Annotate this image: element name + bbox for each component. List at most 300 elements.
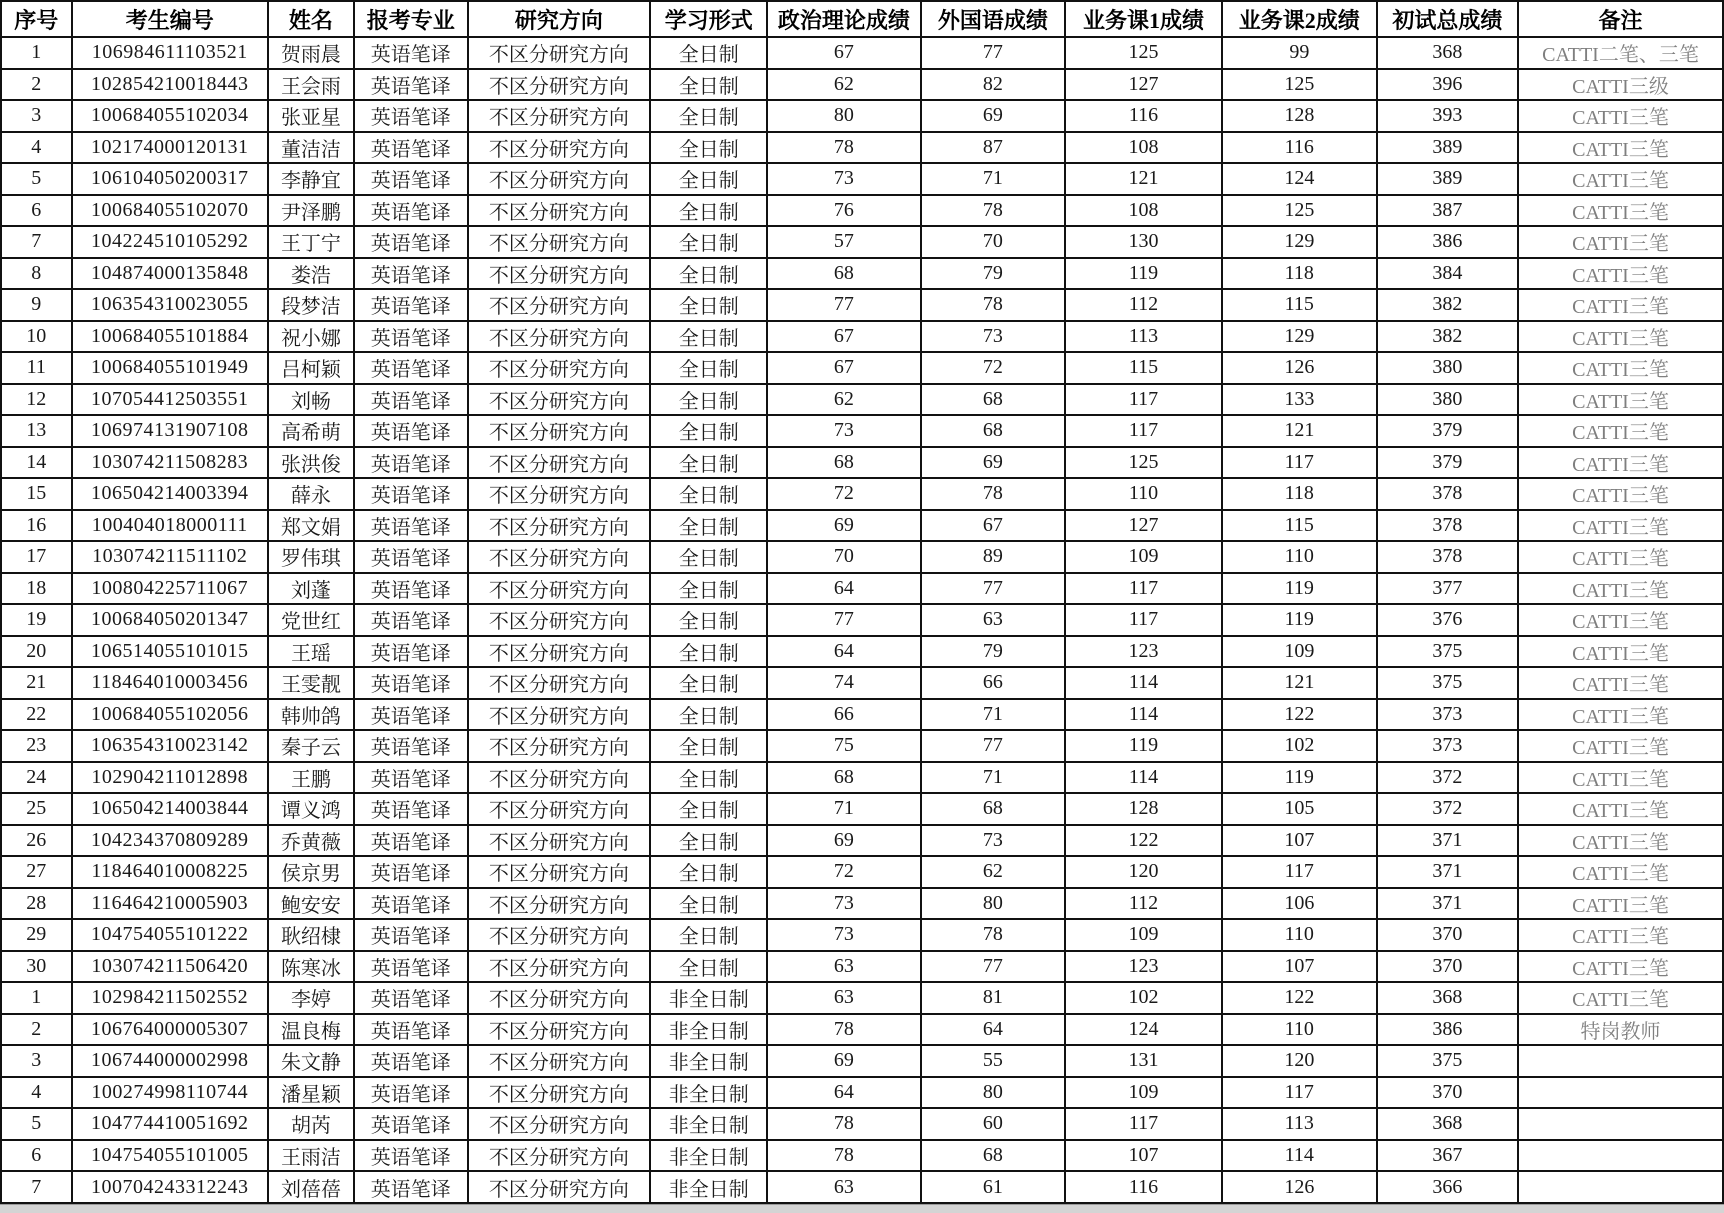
cell-xh: 14 — [1, 447, 72, 479]
cell-politics: 78 — [767, 132, 920, 164]
cell-foreign: 77 — [921, 951, 1066, 983]
cell-form: 非全日制 — [650, 1108, 767, 1140]
cell-major: 英语笔译 — [354, 478, 468, 510]
cell-id: 104774410051692 — [72, 1108, 268, 1140]
cell-xh: 5 — [1, 163, 72, 195]
table-row — [1, 69, 1723, 101]
cell-xh: 19 — [1, 604, 72, 636]
cell-id: 118464010008225 — [72, 856, 268, 888]
cell-total: 370 — [1377, 951, 1518, 983]
cell-name: 段梦洁 — [268, 289, 354, 321]
cell-politics: 71 — [767, 793, 920, 825]
cell-course2: 125 — [1222, 69, 1377, 101]
cell-xh: 27 — [1, 856, 72, 888]
cell-remark: CATTI三笔 — [1518, 478, 1723, 510]
cell-foreign: 79 — [921, 636, 1066, 668]
table-row — [1, 321, 1723, 353]
column-header-name: 姓名 — [268, 1, 354, 37]
cell-course2: 124 — [1222, 163, 1377, 195]
cell-total: 380 — [1377, 384, 1518, 416]
cell-politics: 63 — [767, 982, 920, 1014]
cell-xh: 22 — [1, 699, 72, 731]
cell-total: 387 — [1377, 195, 1518, 227]
cell-major: 英语笔译 — [354, 163, 468, 195]
cell-total: 378 — [1377, 478, 1518, 510]
cell-major: 英语笔译 — [354, 730, 468, 762]
cell-direction: 不区分研究方向 — [468, 951, 651, 983]
table-row — [1, 699, 1723, 731]
cell-course2: 119 — [1222, 573, 1377, 605]
cell-form: 全日制 — [650, 384, 767, 416]
cell-direction: 不区分研究方向 — [468, 132, 651, 164]
column-header-major: 报考专业 — [354, 1, 468, 37]
cell-form: 非全日制 — [650, 1077, 767, 1109]
cell-direction: 不区分研究方向 — [468, 321, 651, 353]
cell-course1: 112 — [1065, 289, 1222, 321]
cell-remark: CATTI三笔 — [1518, 636, 1723, 668]
cell-course2: 113 — [1222, 1108, 1377, 1140]
cell-politics: 75 — [767, 730, 920, 762]
cell-name: 王会雨 — [268, 69, 354, 101]
table-row — [1, 636, 1723, 668]
cell-id: 106354310023142 — [72, 730, 268, 762]
cell-total: 376 — [1377, 604, 1518, 636]
cell-direction: 不区分研究方向 — [468, 1077, 651, 1109]
cell-foreign: 77 — [921, 573, 1066, 605]
cell-name: 刘蓬 — [268, 573, 354, 605]
cell-total: 368 — [1377, 982, 1518, 1014]
cell-form: 全日制 — [650, 69, 767, 101]
table-row — [1, 163, 1723, 195]
table-row — [1, 100, 1723, 132]
cell-course1: 113 — [1065, 321, 1222, 353]
cell-direction: 不区分研究方向 — [468, 163, 651, 195]
cell-remark: CATTI三笔 — [1518, 856, 1723, 888]
table-row — [1, 1077, 1723, 1109]
cell-xh: 1 — [1, 37, 72, 69]
cell-course1: 116 — [1065, 100, 1222, 132]
cell-course2: 118 — [1222, 478, 1377, 510]
cell-form: 全日制 — [650, 762, 767, 794]
cell-xh: 4 — [1, 1077, 72, 1109]
cell-politics: 74 — [767, 667, 920, 699]
cell-total: 372 — [1377, 793, 1518, 825]
cell-total: 378 — [1377, 541, 1518, 573]
cell-politics: 64 — [767, 1077, 920, 1109]
cell-course1: 121 — [1065, 163, 1222, 195]
cell-course1: 131 — [1065, 1045, 1222, 1077]
cell-xh: 26 — [1, 825, 72, 857]
cell-direction: 不区分研究方向 — [468, 919, 651, 951]
cell-name: 尹泽鹏 — [268, 195, 354, 227]
cell-form: 全日制 — [650, 888, 767, 920]
cell-course1: 108 — [1065, 195, 1222, 227]
cell-foreign: 61 — [921, 1171, 1066, 1203]
cell-course1: 114 — [1065, 762, 1222, 794]
cell-direction: 不区分研究方向 — [468, 699, 651, 731]
cell-name: 薛永 — [268, 478, 354, 510]
cell-direction: 不区分研究方向 — [468, 888, 651, 920]
cell-foreign: 87 — [921, 132, 1066, 164]
cell-total: 382 — [1377, 321, 1518, 353]
cell-foreign: 68 — [921, 415, 1066, 447]
cell-remark: CATTI三笔 — [1518, 573, 1723, 605]
cell-course1: 119 — [1065, 258, 1222, 290]
cell-course1: 116 — [1065, 1171, 1222, 1203]
cell-remark: 特岗教师 — [1518, 1014, 1723, 1046]
table-row — [1, 541, 1723, 573]
cell-major: 英语笔译 — [354, 1077, 468, 1109]
cell-remark: CATTI三笔 — [1518, 100, 1723, 132]
cell-remark: CATTI三笔 — [1518, 510, 1723, 542]
cell-major: 英语笔译 — [354, 856, 468, 888]
cell-course1: 117 — [1065, 415, 1222, 447]
cell-course2: 109 — [1222, 636, 1377, 668]
cell-form: 非全日制 — [650, 1014, 767, 1046]
cell-id: 100684055102056 — [72, 699, 268, 731]
cell-id: 102174000120131 — [72, 132, 268, 164]
cell-xh: 9 — [1, 289, 72, 321]
cell-major: 英语笔译 — [354, 1045, 468, 1077]
cell-course2: 115 — [1222, 289, 1377, 321]
cell-id: 100804225711067 — [72, 573, 268, 605]
cell-major: 英语笔译 — [354, 415, 468, 447]
cell-foreign: 67 — [921, 510, 1066, 542]
table-body — [1, 37, 1723, 1203]
table-row — [1, 856, 1723, 888]
cell-major: 英语笔译 — [354, 258, 468, 290]
cell-politics: 77 — [767, 289, 920, 321]
cell-course2: 117 — [1222, 1077, 1377, 1109]
cell-name: 刘畅 — [268, 384, 354, 416]
cell-direction: 不区分研究方向 — [468, 258, 651, 290]
table-row — [1, 289, 1723, 321]
cell-form: 全日制 — [650, 604, 767, 636]
cell-direction: 不区分研究方向 — [468, 447, 651, 479]
cell-id: 106504214003394 — [72, 478, 268, 510]
cell-name: 秦子云 — [268, 730, 354, 762]
cell-remark — [1518, 1045, 1723, 1077]
cell-name: 乔黄薇 — [268, 825, 354, 857]
cell-total: 371 — [1377, 888, 1518, 920]
cell-major: 英语笔译 — [354, 69, 468, 101]
cell-direction: 不区分研究方向 — [468, 667, 651, 699]
cell-id: 100684050201347 — [72, 604, 268, 636]
cell-remark — [1518, 1077, 1723, 1109]
cell-foreign: 77 — [921, 730, 1066, 762]
cell-major: 英语笔译 — [354, 289, 468, 321]
cell-course2: 133 — [1222, 384, 1377, 416]
cell-total: 375 — [1377, 636, 1518, 668]
cell-course2: 125 — [1222, 195, 1377, 227]
cell-foreign: 77 — [921, 37, 1066, 69]
cell-politics: 72 — [767, 856, 920, 888]
cell-politics: 62 — [767, 384, 920, 416]
cell-id: 106764000005307 — [72, 1014, 268, 1046]
cell-course2: 119 — [1222, 604, 1377, 636]
cell-total: 386 — [1377, 1014, 1518, 1046]
cell-xh: 30 — [1, 951, 72, 983]
cell-politics: 78 — [767, 1140, 920, 1172]
cell-foreign: 63 — [921, 604, 1066, 636]
cell-course1: 127 — [1065, 510, 1222, 542]
table-row — [1, 447, 1723, 479]
cell-name: 韩帅鸽 — [268, 699, 354, 731]
cell-course2: 102 — [1222, 730, 1377, 762]
cell-foreign: 69 — [921, 447, 1066, 479]
cell-course2: 120 — [1222, 1045, 1377, 1077]
cell-id: 116464210005903 — [72, 888, 268, 920]
cell-major: 英语笔译 — [354, 1171, 468, 1203]
cell-xh: 10 — [1, 321, 72, 353]
cell-remark: CATTI三笔 — [1518, 919, 1723, 951]
cell-foreign: 60 — [921, 1108, 1066, 1140]
cell-form: 全日制 — [650, 793, 767, 825]
cell-xh: 5 — [1, 1108, 72, 1140]
cell-remark: CATTI三级 — [1518, 69, 1723, 101]
cell-major: 英语笔译 — [354, 447, 468, 479]
cell-course1: 117 — [1065, 1108, 1222, 1140]
cell-politics: 63 — [767, 951, 920, 983]
cell-course2: 119 — [1222, 762, 1377, 794]
cell-major: 英语笔译 — [354, 573, 468, 605]
cell-total: 370 — [1377, 919, 1518, 951]
cell-xh: 11 — [1, 352, 72, 384]
cell-id: 104234370809289 — [72, 825, 268, 857]
cell-name: 李婷 — [268, 982, 354, 1014]
table-row — [1, 982, 1723, 1014]
table-row — [1, 762, 1723, 794]
cell-direction: 不区分研究方向 — [468, 541, 651, 573]
cell-major: 英语笔译 — [354, 321, 468, 353]
cell-remark: CATTI三笔 — [1518, 793, 1723, 825]
cell-politics: 73 — [767, 919, 920, 951]
cell-foreign: 70 — [921, 226, 1066, 258]
cell-course2: 107 — [1222, 951, 1377, 983]
cell-name: 张亚星 — [268, 100, 354, 132]
cell-id: 103074211506420 — [72, 951, 268, 983]
cell-form: 全日制 — [650, 510, 767, 542]
cell-major: 英语笔译 — [354, 951, 468, 983]
cell-form: 全日制 — [650, 919, 767, 951]
cell-course2: 126 — [1222, 1171, 1377, 1203]
cell-foreign: 68 — [921, 1140, 1066, 1172]
cell-politics: 73 — [767, 415, 920, 447]
table-row — [1, 1014, 1723, 1046]
cell-total: 367 — [1377, 1140, 1518, 1172]
cell-xh: 13 — [1, 415, 72, 447]
cell-name: 王雨洁 — [268, 1140, 354, 1172]
cell-remark: CATTI三笔 — [1518, 226, 1723, 258]
cell-major: 英语笔译 — [354, 636, 468, 668]
cell-form: 非全日制 — [650, 1171, 767, 1203]
cell-course2: 110 — [1222, 541, 1377, 573]
cell-id: 103074211511102 — [72, 541, 268, 573]
cell-xh: 7 — [1, 226, 72, 258]
cell-total: 396 — [1377, 69, 1518, 101]
cell-course1: 114 — [1065, 667, 1222, 699]
cell-total: 371 — [1377, 825, 1518, 857]
cell-direction: 不区分研究方向 — [468, 573, 651, 605]
table-row — [1, 888, 1723, 920]
cell-direction: 不区分研究方向 — [468, 510, 651, 542]
cell-form: 非全日制 — [650, 1140, 767, 1172]
cell-direction: 不区分研究方向 — [468, 37, 651, 69]
cell-total: 373 — [1377, 699, 1518, 731]
cell-xh: 2 — [1, 69, 72, 101]
cell-foreign: 55 — [921, 1045, 1066, 1077]
cell-course2: 129 — [1222, 226, 1377, 258]
cell-name: 刘蓓蓓 — [268, 1171, 354, 1203]
cell-foreign: 80 — [921, 1077, 1066, 1109]
cell-politics: 62 — [767, 69, 920, 101]
cell-politics: 73 — [767, 888, 920, 920]
cell-politics: 63 — [767, 1171, 920, 1203]
cell-foreign: 69 — [921, 100, 1066, 132]
cell-course2: 105 — [1222, 793, 1377, 825]
cell-name: 李静宜 — [268, 163, 354, 195]
cell-foreign: 80 — [921, 888, 1066, 920]
cell-remark: CATTI三笔 — [1518, 541, 1723, 573]
cell-course1: 130 — [1065, 226, 1222, 258]
cell-politics: 78 — [767, 1014, 920, 1046]
cell-remark: CATTI三笔 — [1518, 667, 1723, 699]
cell-major: 英语笔译 — [354, 100, 468, 132]
cell-remark: CATTI三笔 — [1518, 163, 1723, 195]
cell-remark: CATTI三笔 — [1518, 730, 1723, 762]
cell-name: 罗伟琪 — [268, 541, 354, 573]
cell-id: 100684055101884 — [72, 321, 268, 353]
cell-direction: 不区分研究方向 — [468, 226, 651, 258]
cell-xh: 21 — [1, 667, 72, 699]
cell-id: 104754055101222 — [72, 919, 268, 951]
cell-direction: 不区分研究方向 — [468, 856, 651, 888]
cell-name: 谭义鸿 — [268, 793, 354, 825]
cell-form: 全日制 — [650, 163, 767, 195]
cell-course2: 110 — [1222, 919, 1377, 951]
cell-course1: 108 — [1065, 132, 1222, 164]
cell-course1: 127 — [1065, 69, 1222, 101]
table-row — [1, 1140, 1723, 1172]
cell-direction: 不区分研究方向 — [468, 69, 651, 101]
cell-form: 非全日制 — [650, 1045, 767, 1077]
cell-major: 英语笔译 — [354, 195, 468, 227]
cell-direction: 不区分研究方向 — [468, 636, 651, 668]
cell-id: 106354310023055 — [72, 289, 268, 321]
column-header-direction: 研究方向 — [468, 1, 651, 37]
cell-foreign: 71 — [921, 163, 1066, 195]
cell-remark: CATTI三笔 — [1518, 195, 1723, 227]
cell-xh: 18 — [1, 573, 72, 605]
cell-major: 英语笔译 — [354, 1140, 468, 1172]
cell-direction: 不区分研究方向 — [468, 1045, 651, 1077]
cell-total: 366 — [1377, 1171, 1518, 1203]
cell-xh: 20 — [1, 636, 72, 668]
cell-course2: 122 — [1222, 982, 1377, 1014]
cell-remark: CATTI三笔 — [1518, 321, 1723, 353]
cell-foreign: 73 — [921, 825, 1066, 857]
cell-foreign: 68 — [921, 384, 1066, 416]
cell-total: 393 — [1377, 100, 1518, 132]
cell-course2: 128 — [1222, 100, 1377, 132]
cell-politics: 78 — [767, 1108, 920, 1140]
cell-course1: 119 — [1065, 730, 1222, 762]
cell-direction: 不区分研究方向 — [468, 289, 651, 321]
cell-form: 全日制 — [650, 289, 767, 321]
cell-form: 全日制 — [650, 352, 767, 384]
cell-total: 375 — [1377, 667, 1518, 699]
header-row — [1, 1, 1723, 37]
cell-total: 379 — [1377, 415, 1518, 447]
cell-major: 英语笔译 — [354, 982, 468, 1014]
cell-direction: 不区分研究方向 — [468, 478, 651, 510]
table-row — [1, 226, 1723, 258]
cell-remark: CATTI三笔 — [1518, 415, 1723, 447]
cell-xh: 29 — [1, 919, 72, 951]
cell-xh: 24 — [1, 762, 72, 794]
cell-politics: 67 — [767, 321, 920, 353]
cell-xh: 2 — [1, 1014, 72, 1046]
cell-xh: 23 — [1, 730, 72, 762]
column-header-politics: 政治理论成绩 — [767, 1, 920, 37]
cell-form: 全日制 — [650, 37, 767, 69]
cell-name: 陈寒冰 — [268, 951, 354, 983]
table-row — [1, 415, 1723, 447]
cell-remark: CATTI三笔 — [1518, 699, 1723, 731]
cell-politics: 66 — [767, 699, 920, 731]
cell-total: 368 — [1377, 1108, 1518, 1140]
cell-name: 祝小娜 — [268, 321, 354, 353]
cell-major: 英语笔译 — [354, 226, 468, 258]
cell-course2: 110 — [1222, 1014, 1377, 1046]
column-header-form: 学习形式 — [650, 1, 767, 37]
cell-course1: 125 — [1065, 37, 1222, 69]
cell-direction: 不区分研究方向 — [468, 352, 651, 384]
cell-name: 王雯靓 — [268, 667, 354, 699]
cell-major: 英语笔译 — [354, 825, 468, 857]
cell-foreign: 64 — [921, 1014, 1066, 1046]
cell-politics: 68 — [767, 762, 920, 794]
cell-form: 全日制 — [650, 573, 767, 605]
cell-total: 368 — [1377, 37, 1518, 69]
cell-course2: 99 — [1222, 37, 1377, 69]
column-header-xh: 序号 — [1, 1, 72, 37]
table-row — [1, 258, 1723, 290]
cell-id: 100684055102070 — [72, 195, 268, 227]
cell-direction: 不区分研究方向 — [468, 982, 651, 1014]
cell-major: 英语笔译 — [354, 384, 468, 416]
cell-name: 胡芮 — [268, 1108, 354, 1140]
cell-remark — [1518, 1171, 1723, 1203]
cell-major: 英语笔译 — [354, 762, 468, 794]
table-row — [1, 919, 1723, 951]
cell-xh: 17 — [1, 541, 72, 573]
cell-xh: 8 — [1, 258, 72, 290]
table-row — [1, 1045, 1723, 1077]
cell-xh: 3 — [1, 100, 72, 132]
cell-remark: CATTI三笔 — [1518, 888, 1723, 920]
cell-foreign: 62 — [921, 856, 1066, 888]
cell-name: 高希萌 — [268, 415, 354, 447]
cell-direction: 不区分研究方向 — [468, 730, 651, 762]
cell-name: 娄浩 — [268, 258, 354, 290]
cell-foreign: 66 — [921, 667, 1066, 699]
column-header-course2: 业务课2成绩 — [1222, 1, 1377, 37]
cell-remark: CATTI三笔 — [1518, 604, 1723, 636]
cell-politics: 57 — [767, 226, 920, 258]
cell-id: 106744000002998 — [72, 1045, 268, 1077]
cell-id: 100274998110744 — [72, 1077, 268, 1109]
